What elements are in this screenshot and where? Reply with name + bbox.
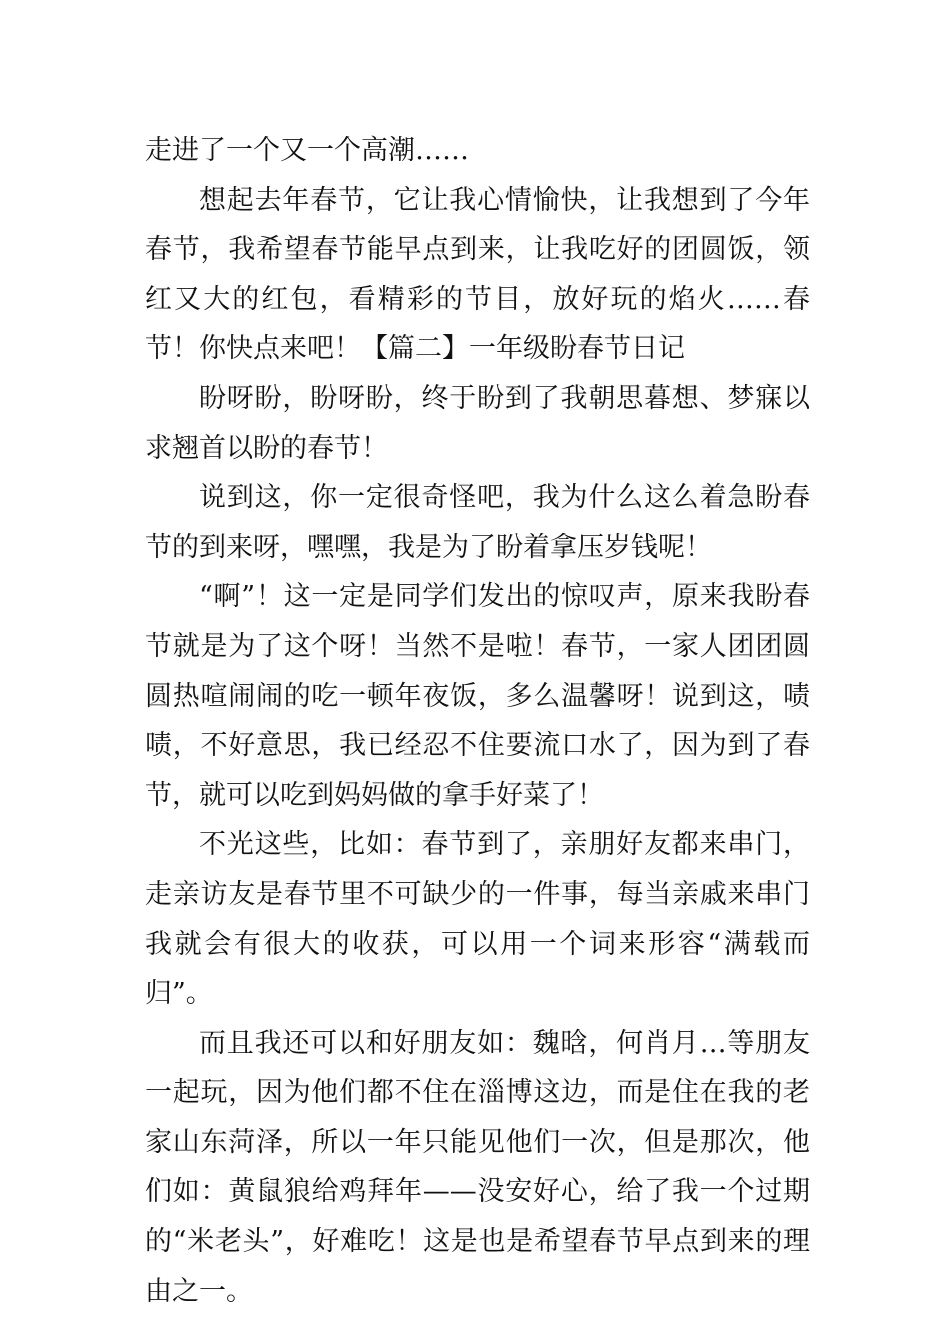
paragraph-2: 想起去年春节，它让我心情愉快，让我想到了今年春节，我希望春节能早点到来，让我吃好的团圆饭，领红又大的红包，看精彩的节目，放好玩的焰火……春节！你快点来吧！【篇二】一年级盼春节日记 (145, 184, 810, 365)
document-body (145, 126, 810, 1316)
paragraph-1: 走进了一个又一个高潮…… (145, 135, 469, 166)
paragraph-7: 而且我还可以和好朋友如：魏晗，何肖月…等朋友一起玩，因为他们都不住在淄博这边，而是住在我的老家山东菏泽，所以一年只能见他们一次，但是那次，他们如：黄鼠狼给鸡拜年——没安好心，给了我一个过期的“米老头”，好难吃！这是也是希望春节早点到来的理由之一。 (145, 1027, 810, 1307)
paragraph-6: 不光这些，比如：春节到了，亲朋好友都来串门，走亲访友是春节里不可缺少的一件事，每当亲戚来串门我就会有很大的收获，可以用一个词来形容“满载而归”。 (145, 829, 810, 1010)
paragraph-3: 盼呀盼，盼呀盼，终于盼到了我朝思暮想、梦寐以求翘首以盼的春节！ (145, 382, 810, 464)
paragraph-4: 说到这，你一定很奇怪吧，我为什么这么着急盼春节的到来呀，嘿嘿，我是为了盼着拿压岁钱呢！ (145, 482, 810, 563)
paragraph-5: “啊”！这一定是同学们发出的惊叹声，原来我盼春节就是为了这个呀！当然不是啦！春节，一家人团团圆圆热喧闹闹的吃一顿年夜饭，多么温馨呀！说到这，啧啧，不好意思，我已经忍不住要流口水了，因为到了春节，就可以吃到妈妈做的拿手好菜了！ (145, 581, 810, 811)
